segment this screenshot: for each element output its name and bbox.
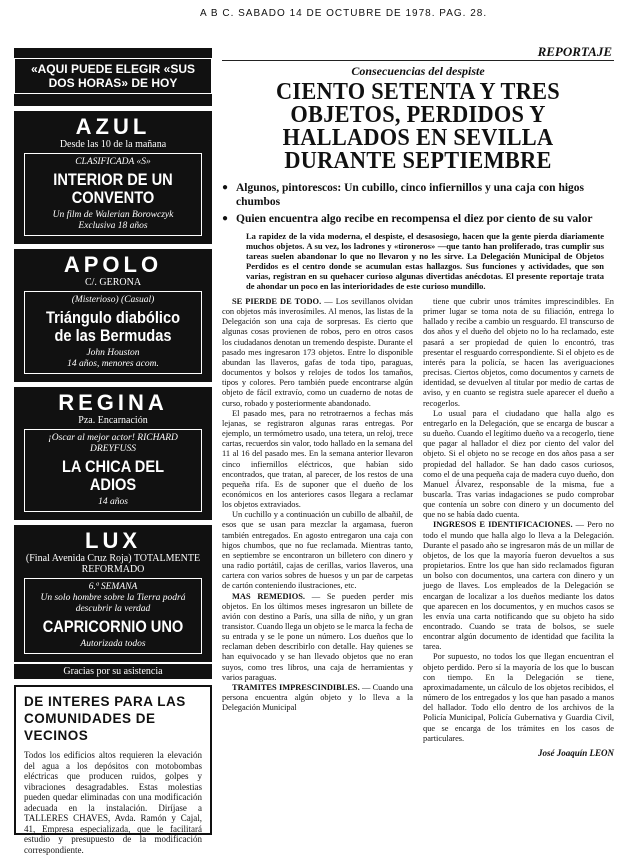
film-note: 14 años xyxy=(98,497,128,507)
article-lede: La rapidez de la vida moderna, el despiste, el desasosiego, hacen que la gente pierda diariamente muchos objetos. A su vez, los ladrones y «tironeros» —que tanto han proliferado, tras cumplir sus tareas suelen abandonar lo que no llevaron y no les sirve. La Delegación Municipal de Objetos Perdidos es el centro donde se acumulan estas hallazgos. Sus funciones y actividades, que son varias, registran en su quehacer curioso algunas divertidas anécdotas. El presente reportaje trata de ahondar un poco en las interioridades de este curioso mundillo. xyxy=(246,231,604,291)
paragraph: — Los sevillanos olvidan con objetos más inverosímiles. Al menos, las listas de la Delegación son una caja de sorpresas. Es cierto que algunas cosas provienen de robos, pero en otros casos los ciudadanos denotan un tremendo despiste. Durante el pasado mes ingresaron 173 objetos. Entre lo disponible abundan las llaveros, gafas de toda tipo, paraguas, documentos y bolsos y relojes de todos los tamaños, tipos y colores. Pero también puede encontrarse algún objeto de fácil extravío, como un cuaderno de notas de curso, robado y posteriormente abandonado. xyxy=(222,297,413,408)
paragraph: Lo usual para el ciudadano que halla algo es entregarlo en la Delegación, que se encarga de buscar a su dueño. Cuando el legítimo dueño va a recogerlo, tiene que pagar al hallador el diez por ciento del valor del objeto. Si el objeto no se recoge en dos años pasa a ser propiedad del hallador. Se han dado casos curiosos, como el de una pequeña caja de madera cuyo dueño, don Manuel Álvarez, responsable de la misma, fue a buscarla. Tras varias indagaciones se pudo comprobar que contenía un sobre con dinero y un documento del que no se había dado cuenta. xyxy=(423,408,614,520)
paragraph: El pasado mes, para no retrotraernos a fechas más lejanas, se registraron algunas raras entregas. Por ejemplo, un termómetro usado, una tetera, un reloj, trece cartas, recuerdos sin valor, todo hallado en la semana del 11 al 16 del pasado mes. En la semana anterior llevaron cinco infiernillos eléctricos, que habían sido encontrados, que tratan, al parecer, de los restos de una pequeña rifa. Es de suponer que el dueño de los económicos en los anteriores casos llegara a reclamar los objetos extraviados. xyxy=(222,408,413,510)
article-column-1 xyxy=(222,297,413,758)
section-label: REPORTAJE xyxy=(537,44,612,59)
article-headline: CIENTO SETENTA Y TRES OBJETOS, PERDIDOS Y HALLADOS EN SEVILLA DURANTE SEPTIEMBRE xyxy=(276,79,560,174)
cinema-frame xyxy=(24,153,202,236)
cinema-name: APOLO xyxy=(63,252,163,277)
paragraph-lead: TRAMITES IMPRESCINDIBLES. xyxy=(232,682,360,692)
section-rule xyxy=(222,60,614,61)
article-body xyxy=(222,297,614,758)
ad-header xyxy=(14,48,212,106)
article-column-2 xyxy=(423,297,614,758)
film-note: 14 años, menores acom. xyxy=(67,359,159,369)
film-note: Exclusiva 18 años xyxy=(78,221,148,231)
cinema-frame xyxy=(24,291,202,374)
film-title: LA CHICA DEL ADIOS xyxy=(61,457,165,494)
cinema-sub: Desde las 10 de la mañana xyxy=(59,139,167,150)
cinema-sub: Pza. Encarnación xyxy=(78,415,148,426)
paragraph: — Cuando una persona encuentra algún objeto y lo lleva a la Delegación Municipal xyxy=(222,682,413,713)
subhead-1: ● Algunos, pintorescos: Un cubillo, cinco infiernillos y una caja con higos chumbos xyxy=(222,181,614,209)
subhead-2: ● Quien encuentra algo recibe en recompensa el diez por ciento de su valor xyxy=(222,212,614,226)
paragraph: — Pero no todo el mundo que halla algo lo lleva a la Delegación. Durante el pasado año se ingresaron más de un millar de objetos, de los que la mayoría fueron devueltos a sus propietarios. Entre los que han sido reclamados figuran un bolso con documentos, una cartera con dinero y un juego de llaves. Los empleados de la Delegación se encargan de localizar a los dueños mediante los datos que aparecen en los documentos, y en muchos casos se les envía una carta notificando que su objeto ha sido encontrado. Cuando se trata de bolsos, se suele encontrar algún documento de identidad que facilita la tarea. xyxy=(423,520,614,652)
cinema-sub: C/. GERONA xyxy=(84,277,142,288)
cinema-name: AZUL xyxy=(75,114,151,139)
cinema-label: ¡Oscar al mejor actor! RICHARD DREYFUSS xyxy=(48,433,178,454)
article-subheads xyxy=(222,181,614,226)
cinema-name: LUX xyxy=(85,528,141,553)
cinema-apolo xyxy=(14,249,212,382)
cinema-label: (Misterioso) (Casual) xyxy=(71,295,155,305)
film-title: Triángulo diabólico de las Bermudas xyxy=(45,308,181,345)
page-header: A B C. SABADO 14 DE OCTUBRE DE 1978. PAG. 28. xyxy=(200,8,488,19)
notice-box xyxy=(14,685,212,855)
paragraph-lead: MAS REMEDIOS. xyxy=(232,591,306,601)
article xyxy=(222,64,614,758)
cinema-regina xyxy=(14,387,212,520)
paragraph-lead: INGRESOS E IDENTIFICACIONES. xyxy=(433,520,573,530)
cinema-label: CLASIFICADA «S» xyxy=(75,157,151,167)
cinema-frame xyxy=(24,429,202,512)
byline: José Joaquín LEON xyxy=(537,747,614,758)
cinema-sub: (Final Avenida Cruz Roja) TOTALMENTE REFORMADO xyxy=(25,553,201,575)
cinema-footer-note: Gracias por su asistencia xyxy=(14,664,212,679)
paragraph: — Se pueden perder mis objetos. En los últimos meses ingresaron un billete de avión con destino a París, una silla de niño, y un gran transistor. Cuando llega un objeto se le marca la fecha de su entrada y se le pone un número. Los dueños que lo reclaman deben describirlo con detalle. Hay quienes se han equivocado y se han llevado objetos que no eran suyos, como tres libros, una caja de herramientas y varios paraguas. xyxy=(222,591,414,682)
ads-column xyxy=(14,48,212,855)
paragraph: tiene que cubrir unos trámites imprescindibles. En primer lugar se toma nota de su filiación, entrega lo hallado y recibe a cambio un resguardo. El transcurso de dos años y el dueño del objeto no lo ha reclamado, este pasará a ser propiedad de quien lo encontró, tras presentar el resguardo correspondiente. Si el objeto es de interés para la policía, se hacen las averiguaciones precisas. Ciertos objetos, como documentos y carnets de identidad, se devuelven al titular por medio de cartas de aviso, y en cuanto se registra suele aparecer el dueño a recogerlos. xyxy=(423,297,614,408)
film-note: Autorizada todos xyxy=(80,639,146,649)
cinema-lux xyxy=(14,525,212,662)
film-title: CAPRICORNIO UNO xyxy=(42,617,184,636)
film-credits: Un film de Walerian Borowczyk xyxy=(52,210,174,220)
paragraph-lead: SE PIERDE DE TODO. xyxy=(232,297,322,306)
cinema-name: REGINA xyxy=(58,390,168,415)
film-credits: John Houston xyxy=(86,348,140,358)
film-credits: Un solo hombre sobre la Tierra podrá descubrir la verdad xyxy=(40,593,186,614)
paragraph: Por supuesto, no todos los que llegan encuentran el objeto perdido. Pero sí la mayoría de los que lo buscan con tiempo. En la Delegación se tiene, aproximadamente, un cálculo de los objetos recibidos, el número de los entregados y los que han pasado a manos del hallador. Todo ello dentro de los archivos de la Policía Municipal, Policía Gubernativa y Guardia Civil, que se encarga de los trámites en los casos de particulares. xyxy=(423,652,614,743)
cinema-frame xyxy=(24,578,202,654)
article-kicker: Consecuencias del despiste xyxy=(351,64,485,78)
cinema-label: 6.ª SEMANA xyxy=(88,582,138,592)
paragraph: Un cuchillo y a continuación un cubillo de albañil, de esos que se usan para mezclar la argamasa, fueron también entregados. En agosto entregaron una caja con higos chumbos, que no fue reclamada. Mientras tanto, en septiembre se encontraron un billetero con dinero y una radio portátil, cajas de cerillas, varios llaveros, una cartera con varios sobres de huesos y un par de carpetas de cartón conteniendo ilustraciones, etc. xyxy=(222,510,413,591)
ad-header-text: «AQUI PUEDE ELEGIR «SUS DOS HORAS» DE HOY xyxy=(14,58,212,94)
film-title: INTERIOR DE UN CONVENTO xyxy=(53,170,173,207)
notice-text: Todos los edificios altos requieren la elevación del agua a los depósitos con motobombas eléctricas que producen ruidos, golpes y vibraciones desagradables. Estas molestias pueden quedar eliminadas con una modificación adecuada en la instalación. Diríjase a TALLERES CHAVES, Avda. Ramón y Cajal, 41, Empresa especializada, que le facilitará estudio y presupuesto de la modificación correspondiente. xyxy=(24,750,202,855)
cinema-azul xyxy=(14,111,212,244)
notice-title: DE INTERES PARA LAS COMUNIDADES DE VECINOS xyxy=(24,694,186,743)
